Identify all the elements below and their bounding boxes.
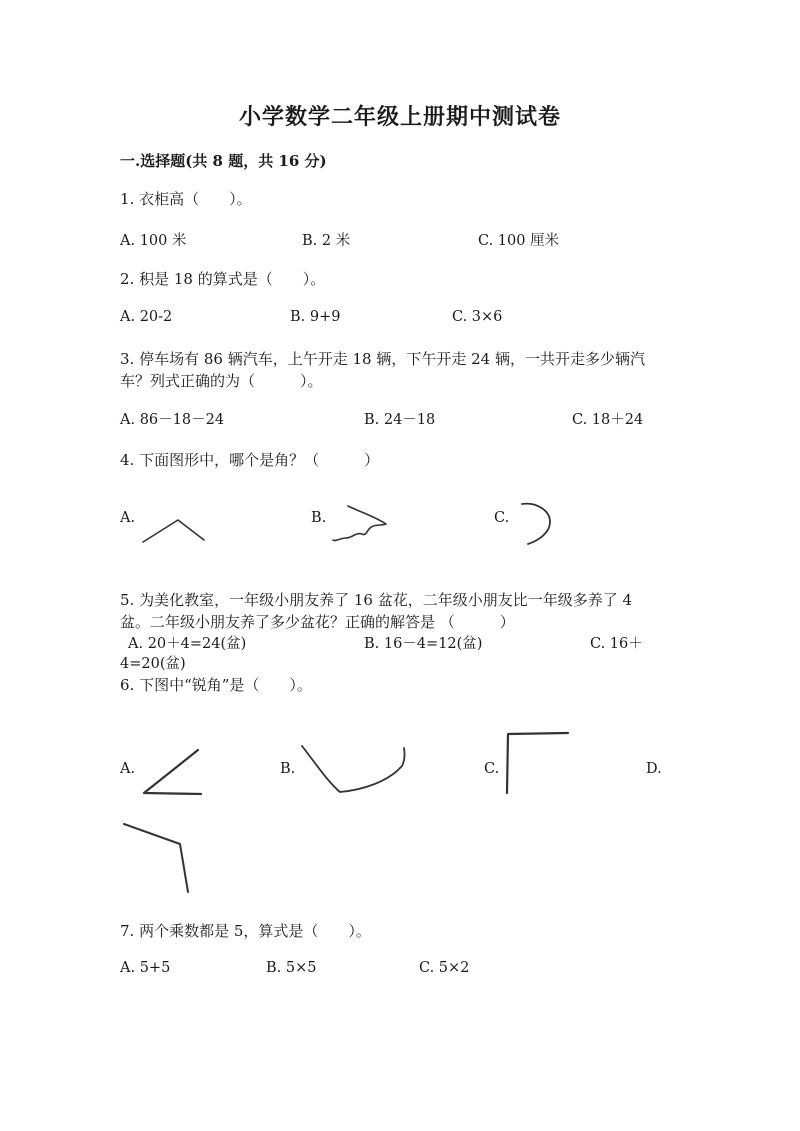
question-4-option-b[interactable]: B.: [311, 510, 327, 526]
question-5-option-c[interactable]: C. 16＋: [590, 636, 643, 652]
question-6-option-a[interactable]: A.: [120, 761, 136, 777]
question-6-option-d[interactable]: D.: [646, 761, 662, 777]
question-3-option-b[interactable]: B. 24－18: [364, 412, 436, 428]
question-1-stem: 1. 衣柜高（ ）。: [120, 190, 252, 208]
question-5-option-b[interactable]: B. 16－4=12(盆): [364, 636, 483, 652]
question-6-option-b[interactable]: B.: [280, 761, 296, 777]
question-6-figure-b-curve: [298, 742, 410, 798]
question-4-figure-c-curve: [512, 498, 562, 548]
question-5-option-c-continued: 4=20(盆): [120, 656, 186, 672]
question-7-stem: 7. 两个乘数都是 5，算式是（ ）。: [120, 922, 371, 940]
page-title: 小学数学二年级上册期中测试卷: [238, 104, 561, 130]
question-2-stem: 2. 积是 18 的算式是（ ）。: [120, 270, 326, 288]
question-5-stem-line-1: 5. 为美化教室，一年级小朋友养了 16 盆花，二年级小朋友比一年级多养了 4: [120, 591, 633, 609]
question-1-option-a[interactable]: A. 100 米: [120, 233, 187, 249]
question-7-option-b[interactable]: B. 5×5: [266, 960, 317, 976]
question-7-option-a[interactable]: A. 5+5: [120, 960, 171, 976]
question-4-option-a[interactable]: A.: [120, 510, 136, 526]
question-2-option-b[interactable]: B. 9+9: [290, 309, 341, 325]
question-3-option-a[interactable]: A. 86－18－24: [120, 412, 225, 428]
section-heading: 一.选择题(共 8 题，共 16 分): [120, 152, 327, 170]
question-6-figure-a-acute-angle: [140, 746, 206, 798]
question-5-option-a[interactable]: A. 20＋4=24(盆): [128, 636, 247, 652]
question-3-option-c[interactable]: C. 18＋24: [572, 412, 644, 428]
question-6-figure-d-obtuse-angle: [120, 820, 194, 896]
question-6-option-c[interactable]: C.: [484, 761, 500, 777]
question-6-figure-c-right-angle: [504, 730, 574, 796]
question-2-option-a[interactable]: A. 20-2: [120, 309, 173, 325]
question-4-figure-a-angle: [140, 514, 210, 546]
question-6-stem: 6. 下图中“锐角”是（ ）。: [120, 676, 312, 694]
question-4-figure-b-squiggle: [330, 502, 394, 548]
question-3-stem-line-1: 3. 停车场有 86 辆汽车，上午开走 18 辆，下午开走 24 辆，一共开走多少辆汽: [120, 350, 645, 368]
question-1-option-b[interactable]: B. 2 米: [302, 233, 351, 249]
question-3-stem-line-2: 车？列式正确的为（ ）。: [120, 372, 323, 390]
question-4-option-c[interactable]: C.: [494, 510, 510, 526]
question-5-stem-line-2: 盆。二年级小朋友养了多少盆花？正确的解答是 （ ）: [120, 613, 515, 631]
question-4-stem: 4. 下面图形中，哪个是角？（ ）: [120, 451, 380, 469]
question-1-option-c[interactable]: C. 100 厘米: [478, 233, 560, 249]
question-7-option-c[interactable]: C. 5×2: [419, 960, 470, 976]
question-2-option-c[interactable]: C. 3×6: [452, 309, 503, 325]
